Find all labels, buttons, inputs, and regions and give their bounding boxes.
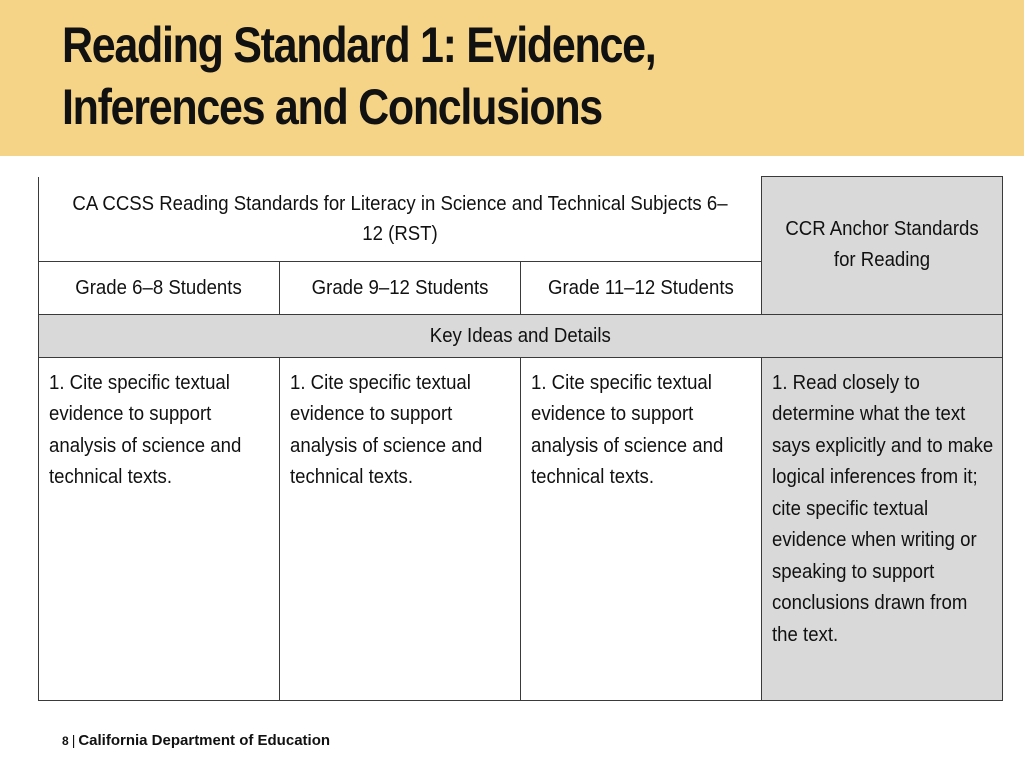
- standard-text-grade-9-12: 1. Cite specific textual evidence to support analysis of science and technical texts.: [290, 371, 483, 488]
- rst-header-text: CA CCSS Reading Standards for Literacy in Science and Technical Subjects 6–12 (RST): [72, 192, 728, 245]
- standard-text-grade-6-8: 1. Cite specific textual evidence to support analysis of science and technical texts.: [49, 371, 242, 488]
- grade-header-6-8-text: Grade 6–8 Students: [75, 276, 243, 299]
- rst-header-cell: [39, 177, 762, 262]
- standards-table: [38, 176, 1003, 701]
- grade-header-11-12-text: Grade 11–12 Students: [548, 276, 734, 299]
- standard-text-ccr-anchor: 1. Read closely to determine what the text says explicitly and to make logical inferences from it; cite specific textual evidence when writing or speaking to support conclusions drawn from the text.: [772, 371, 994, 646]
- grade-header-9-12: [280, 261, 521, 314]
- header-row: [39, 177, 1003, 262]
- standard-cell-ccr-anchor: [762, 357, 1003, 700]
- standard-cell-grade-11-12: [521, 357, 762, 700]
- page-number: 8: [62, 734, 69, 748]
- standards-row: [39, 357, 1003, 700]
- grade-header-6-8: [39, 261, 280, 314]
- slide-title-line-1: Reading Standard 1: Evidence,: [62, 17, 656, 73]
- standard-text-grade-11-12: 1. Cite specific textual evidence to support analysis of science and technical texts.: [531, 371, 724, 488]
- grade-header-9-12-text: Grade 9–12 Students: [311, 276, 489, 299]
- standard-cell-grade-6-8: [39, 357, 280, 700]
- footer-separator: |: [71, 732, 76, 748]
- ccr-anchor-header-cell: [762, 177, 1003, 315]
- ccr-anchor-header-text: CCR Anchor Standards for Reading: [785, 218, 979, 272]
- footer-organization: California Department of Education: [78, 732, 331, 749]
- grade-header-11-12: [521, 261, 762, 314]
- standard-cell-grade-9-12: [280, 357, 521, 700]
- section-row: [39, 314, 1003, 357]
- slide-title: [62, 14, 836, 138]
- section-title-text: Key Ideas and Details: [430, 324, 611, 347]
- slide-title-line-2: Inferences and Conclusions: [62, 79, 602, 135]
- section-title-cell: [39, 314, 1003, 357]
- footer: [62, 732, 330, 749]
